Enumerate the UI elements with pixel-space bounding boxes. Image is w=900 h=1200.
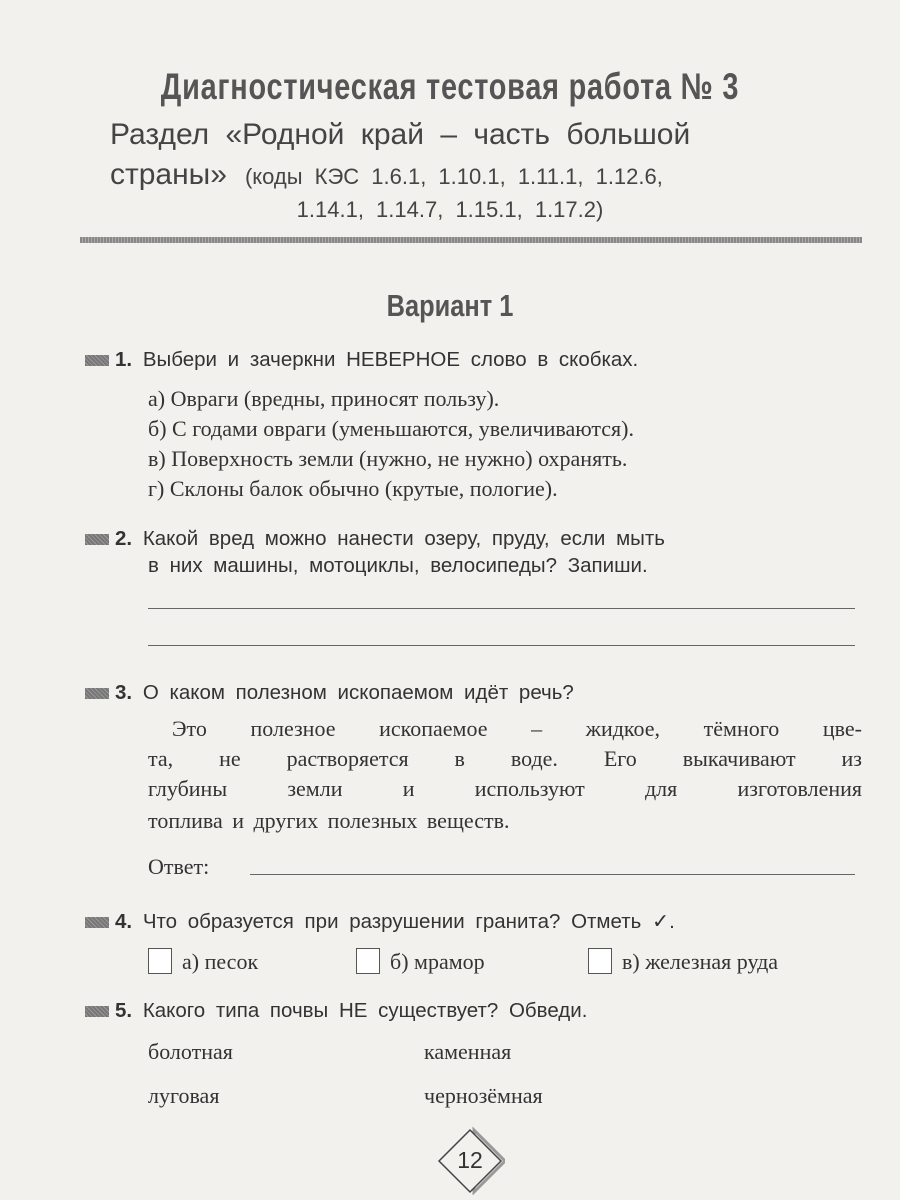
section-title-line1: Раздел «Родной край – часть большой [110,118,691,151]
question-number: 4. [115,910,133,933]
question-marker-icon [85,917,109,928]
answer-label: Ответ: [148,854,210,879]
question-marker-icon [85,688,109,699]
answer-line[interactable] [148,645,855,646]
question-3 [85,681,574,705]
option-c[interactable] [588,948,778,975]
question-4 [85,909,675,934]
kes-codes-line1: (коды КЭС 1.6.1, 1.10.1, 1.11.1, 1.12.6, [244,164,663,189]
section-title-line2 [110,158,663,192]
variant-heading: Вариант 1 [386,288,514,323]
question-1 [85,348,638,372]
page-number-badge [440,1130,500,1190]
q1-item-d: г) Склоны балок обычно (крутые, пологие). [148,476,558,501]
checkbox[interactable] [148,948,172,974]
q1-item-c: в) Поверхность земли (нужно, не нужно) охранять. [148,446,628,471]
option-a[interactable] [148,948,258,975]
soil-word[interactable]: чернозёмная [424,1083,543,1108]
option-label: а) песок [182,949,259,974]
page-number: 12 [457,1147,483,1173]
question-2-line2: в них машины, мотоциклы, велосипеды? Запиши. [148,554,648,577]
question-2 [85,527,665,551]
option-label: б) мрамор [390,949,485,974]
kes-codes-line2: 1.14.1, 1.14.7, 1.15.1, 1.17.2) [296,197,604,222]
divider [80,237,862,243]
question-text: Какого типа почвы НЕ существует? Обведи. [142,999,588,1022]
question-number: 3. [115,681,133,704]
option-label: в) железная руда [622,949,779,974]
question-marker-icon [85,1006,109,1017]
q3-paragraph-line: Это полезное ископаемое – жидкое, тёмного цве- [172,716,862,741]
answer-line[interactable] [148,608,855,609]
q1-item-a: а) Овраги (вредны, приносят пользу). [148,386,500,411]
q1-item-b: б) С годами овраги (уменьшаются, увеличиваются). [148,416,634,441]
question-text: Какой вред можно нанести озеру, пруду, если мыть [142,527,665,550]
question-text: Выбери и зачеркни НЕВЕРНОЕ слово в скобках. [142,348,639,371]
answer-line[interactable] [250,874,855,875]
q3-paragraph-line: топлива и других полезных веществ. [148,808,510,833]
question-number: 5. [115,999,133,1022]
question-number: 2. [115,527,133,550]
question-text: О каком полезном ископаемом идёт речь? [142,681,574,704]
question-marker-icon [85,534,109,545]
soil-word[interactable]: каменная [424,1039,512,1064]
soil-word[interactable]: луговая [148,1083,220,1108]
q3-paragraph-line: та, не растворяется в воде. Его выкачивают из [148,746,862,771]
question-5 [85,999,587,1023]
question-text: Что образуется при разрушении гранита? Отметь ✓. [142,910,675,933]
checkbox[interactable] [356,948,380,974]
q3-paragraph-line: глубины земли и используют для изготовления [148,776,862,801]
option-b[interactable] [356,948,485,975]
checkbox[interactable] [588,948,612,974]
question-number: 1. [115,348,133,371]
soil-word[interactable]: болотная [148,1039,233,1064]
worksheet-title: Диагностическая тестовая работа № 3 [160,66,740,107]
section-title-end: страны» [110,158,227,191]
question-marker-icon [85,355,109,366]
